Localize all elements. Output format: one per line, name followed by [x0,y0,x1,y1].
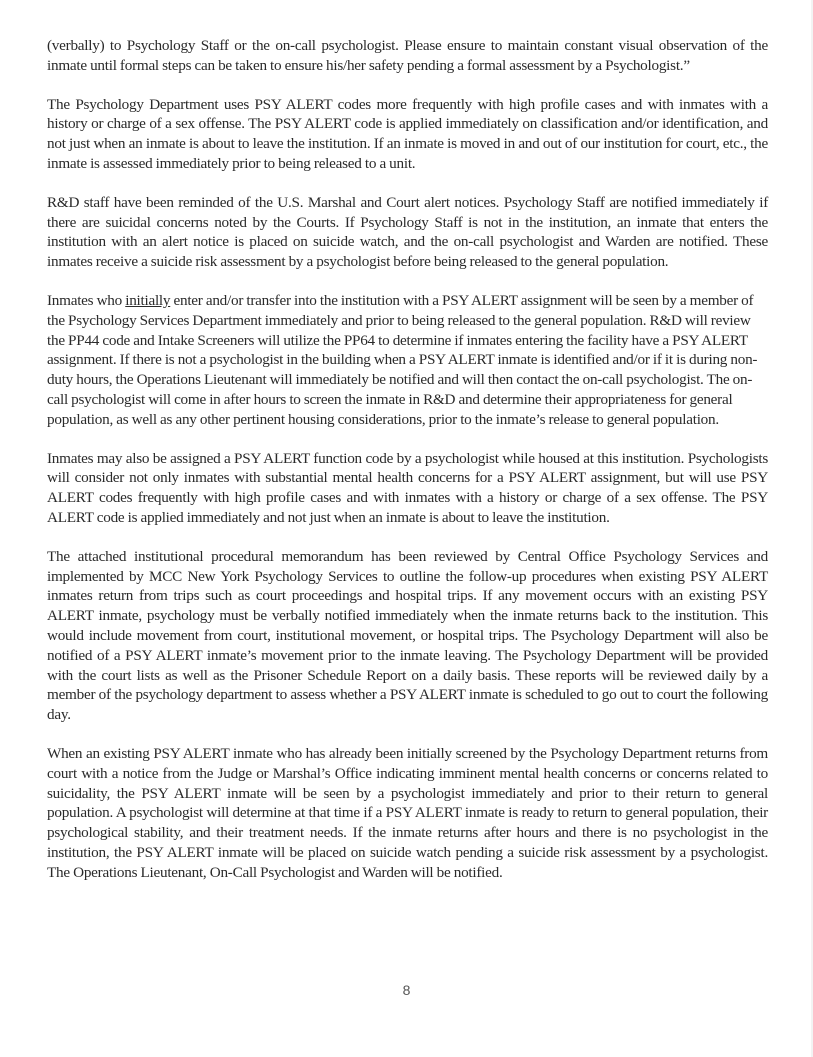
underlined-initially: initially [125,291,171,309]
paragraph-court-return-procedure: When an existing PSY ALERT inmate who has already been initially screened by the Psychology Department returns from court with a notice from the Judge or Marshal’s Office indicating imminent mental health concerns or concerns related to suicidality, the PSY ALERT inmate will be seen by a psychologist immediately and prior to their return to general population. A psychologist will determine at that time if a PSY ALERT inmate is ready to return to general population, their psychological stability, and their treatment needs. If the inmate returns after hours and there is no psychologist in the institution, the PSY ALERT inmate will be placed on suicide watch pending a suicide risk assessment by a psychologist. The Operations Lieutenant, On-Call Psychologist and Warden will be notified. [47,744,768,881]
page-number: 8 [402,982,411,998]
paragraph-initial-intake-prefix: Inmates who [47,291,126,309]
paragraph-initial-intake [47,291,768,430]
document-page [47,36,768,901]
paragraph-procedural-memorandum: The attached institutional procedural memorandum has been reviewed by Central Office Psychology Services and implemented by MCC New York Psychology Services to outline the follow-up procedures when existing PSY ALERT inmates return from trips such as court proceedings and hospital trips. If any movement occurs with an existing PSY ALERT inmate, psychology must be verbally notified immediately when the inmate returns back to the institution. This would include movement from court, institutional movement, or hospital trips. The Psychology Department will also be notified of a PSY ALERT inmate’s movement prior to the inmate leaving. The Psychology Department will be provided with the court lists as well as the Prisoner Schedule Report on a daily basis. These reports will be reviewed daily by a member of the psychology department to assess whether a PSY ALERT inmate is scheduled to go out to court the following day. [47,547,768,724]
paragraph-rd-staff-alert-notices: R&D staff have been reminded of the U.S. Marshal and Court alert notices. Psychology Staff are notified immediately if there are suicidal concerns noted by the Courts. If Psychology Staff is not in the institution, an inmate that enters the institution with an alert notice is placed on suicide watch, and the on-call psychologist and Warden are notified. These inmates receive a suicide risk assessment by a psychologist before being released to the general population. [47,193,768,271]
paragraph-function-code-assignment: Inmates may also be assigned a PSY ALERT function code by a psychologist while housed at this institution. Psychologists will consider not only inmates with substantial mental health concerns for a PSY ALERT assignment, but will use PSY ALERT codes frequently with high profile cases and with inmates with a history or charge of a sex offense. The PSY ALERT code is applied immediately and not just when an inmate is about to leave the institution. [47,449,768,526]
paragraph-initial-intake-body: enter and/or transfer into the institution with a PSY ALERT assignment will be seen by a member of the Psychology Services Department immediately and prior to being released to the general population. R&D will review the PP44 code and Intake Screeners will utilize the PP64 to determine if inmates entering the facility have a PSY ALERT assignment. If there is not a psychologist in the building when a PSY ALERT inmate is identified and/or if it is during non-duty hours, the Operations Lieutenant will immediately be notified and will then contact the on-call psychologist. The on-call psychologist will come in after hours to screen the inmate in R&D and determine their appropriateness for general population, as well as any other pertinent housing considerations, prior to the inmate’s release to general population. [47,291,758,428]
paragraph-psy-alert-codes: The Psychology Department uses PSY ALERT codes more frequently with high profile cases and with inmates with a history or charge of a sex offense. The PSY ALERT code is applied immediately on classification and/or identification, and not just when an inmate is about to leave the institution. If an inmate is moved in and out of our institution for court, etc., the inmate is assessed immediately prior to being released to a unit. [47,95,768,172]
paragraph-verbal-notification: (verbally) to Psychology Staff or the on-call psychologist. Please ensure to maintain constant visual observation of the inmate until formal steps can be taken to ensure his/her safety pending a formal assessment by a Psychologist.” [47,37,768,74]
